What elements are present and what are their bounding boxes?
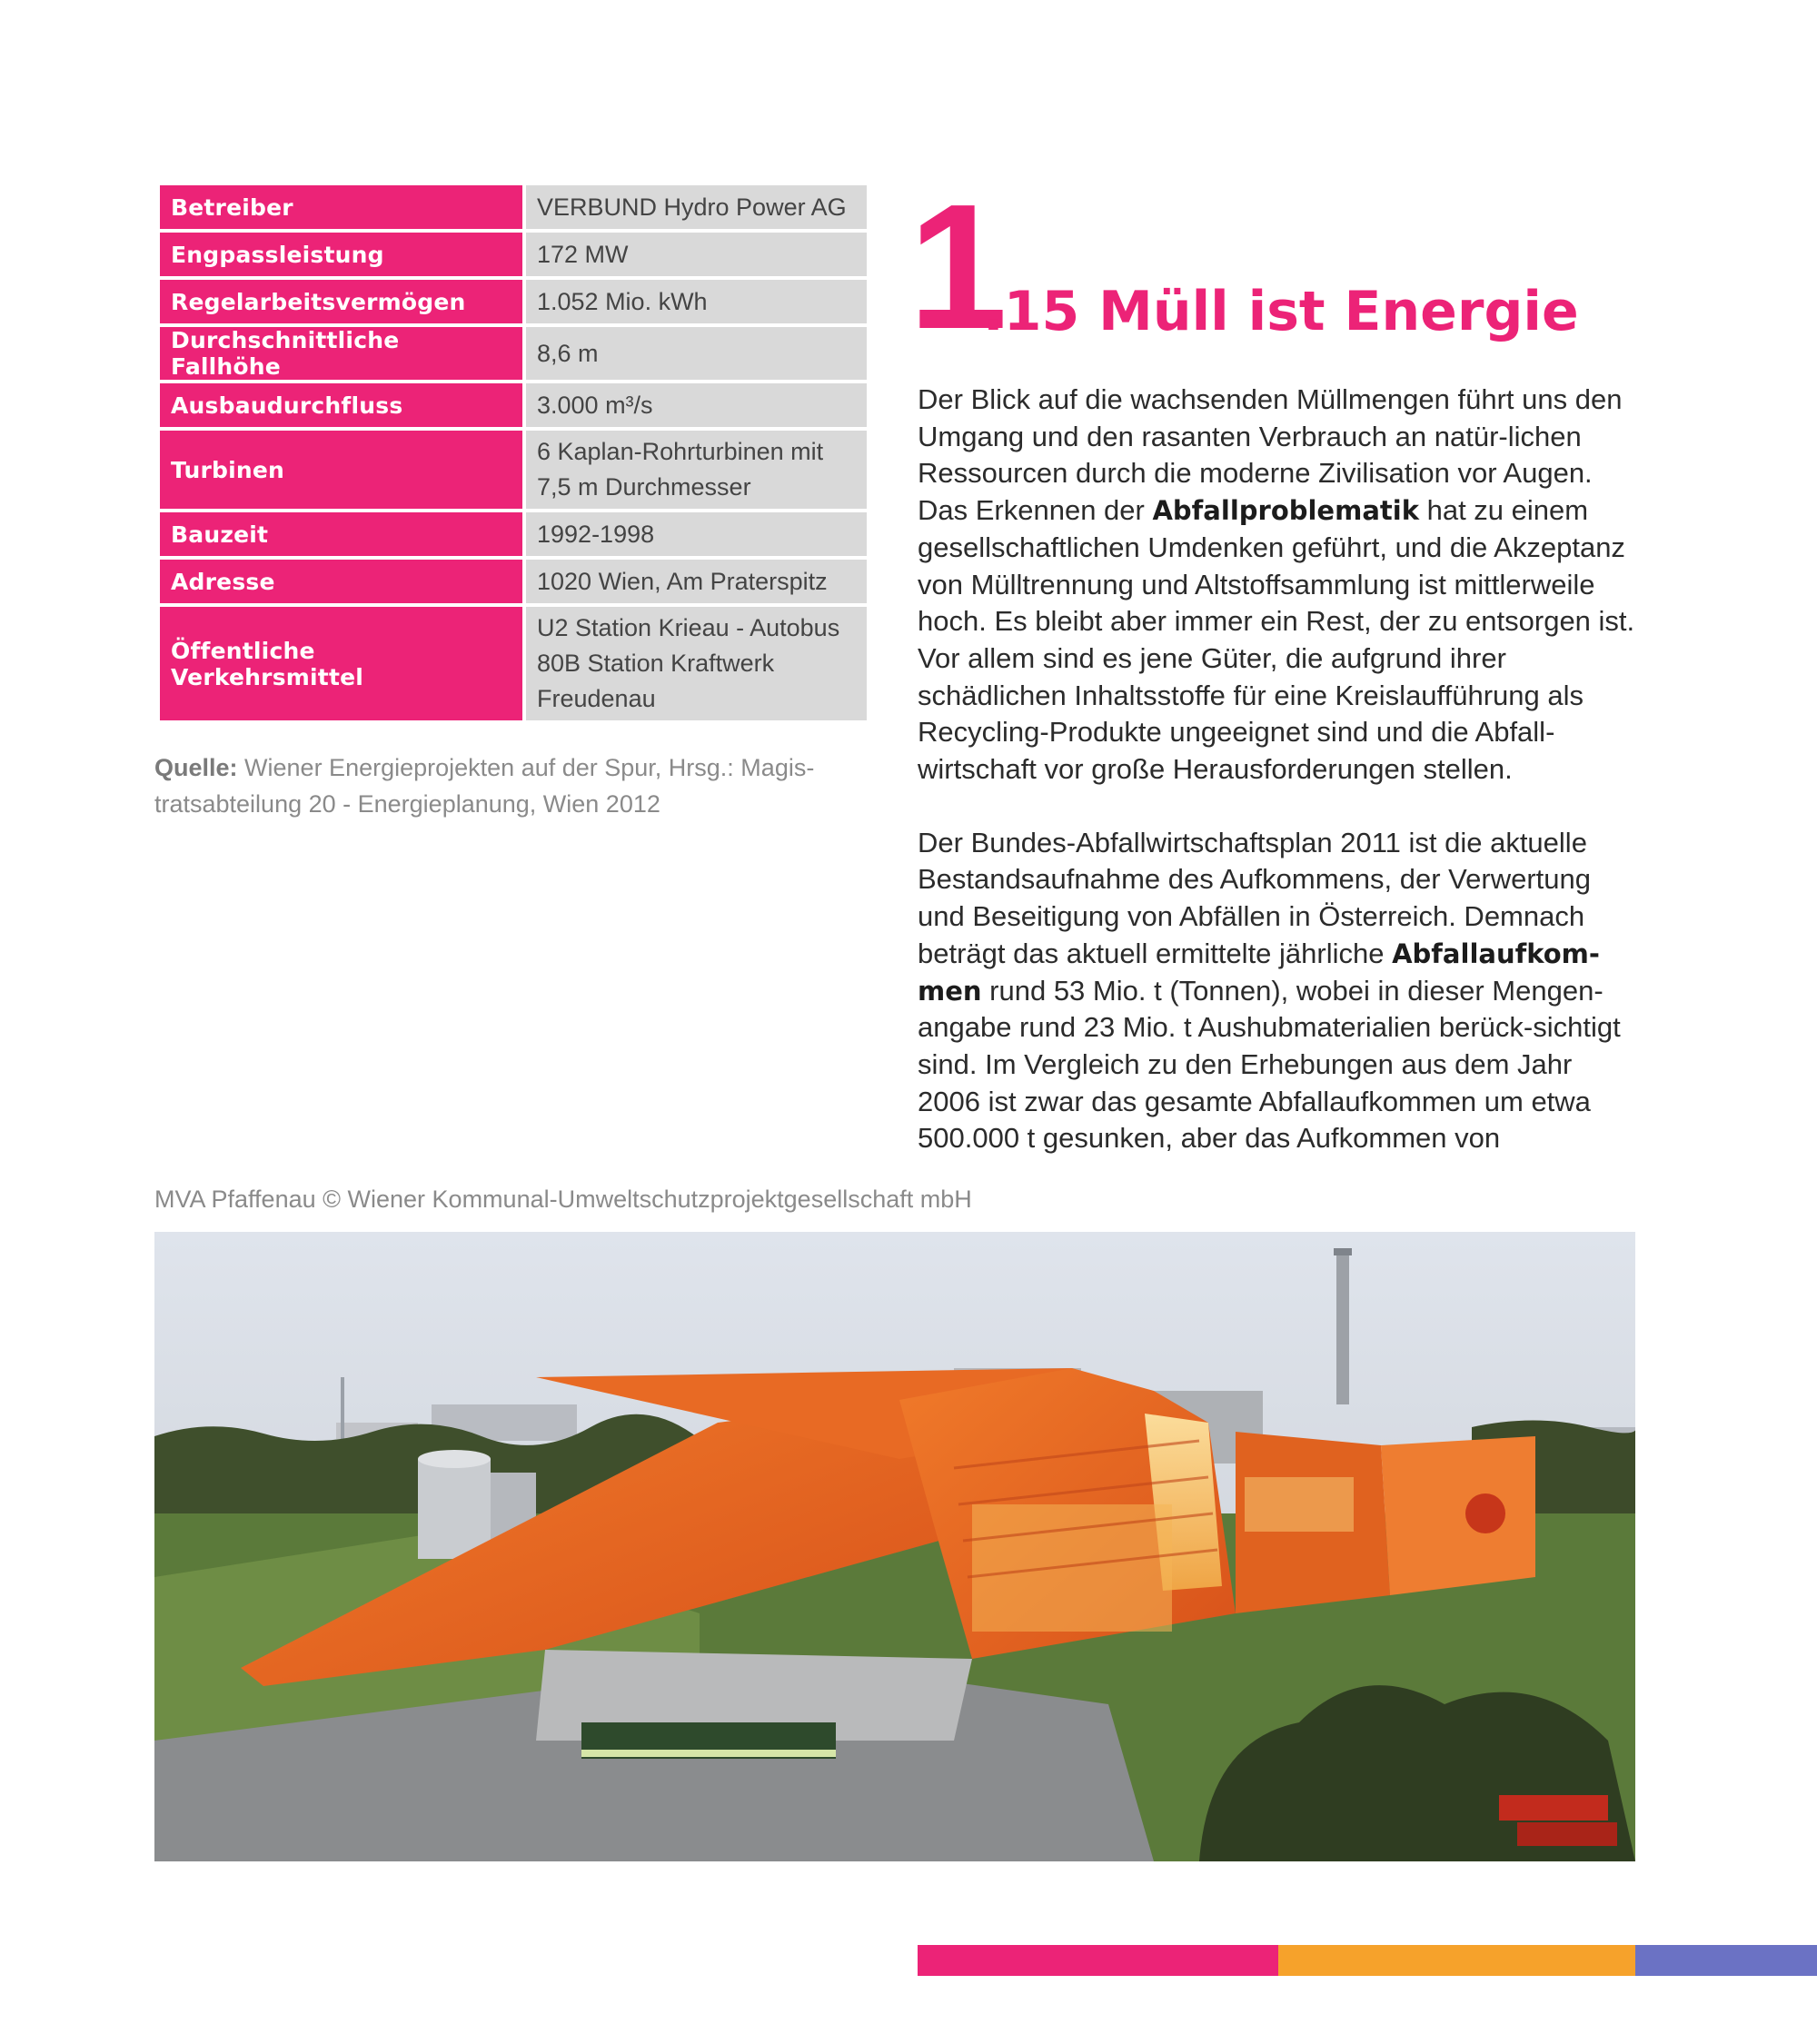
- row-label: Regelarbeitsvermögen: [160, 280, 522, 323]
- table-row: [160, 431, 867, 509]
- row-value: 1020 Wien, Am Praterspitz: [526, 560, 867, 603]
- row-label: Durchschnittliche Fallhöhe: [160, 327, 522, 380]
- row-value: 8,6 m: [526, 327, 867, 380]
- paragraph: Der Blick auf die wachsenden Müllmengen führt uns den Umgang und den rasanten Verbrauch an natür-lichen Ressourcen durch die moderne Zivilisation vor Augen. Das Erkennen der Abfallproblematik hat zu einem gesellschaftlichen Umdenken geführt, und die Akzeptanz von Mülltrennung und Altstoffsammlung ist mittlerweile hoch. Es bleibt aber immer ein Rest, der zu entsorgen ist. Vor allem sind es jene Güter, die aufgrund ihrer schädlichen Inhaltsstoffe für eine Kreislaufführung als Recycling-Produkte ungeeignet sind und die Abfall-wirtschaft vor große Herausforderungen stellen.: [918, 383, 1635, 786]
- table-row: [160, 280, 867, 323]
- row-value-line: Freudenau: [537, 685, 656, 712]
- info-table: [156, 182, 870, 724]
- table-row: [160, 185, 867, 229]
- row-value-line: 6 Kaplan-Rohrturbinen mit: [537, 438, 824, 465]
- row-value: 1992-1998: [526, 512, 867, 556]
- table-row: [160, 512, 867, 556]
- row-value-line: 80B Station Kraftwerk: [537, 650, 775, 677]
- keyword: Abfallaufkom-men: [918, 938, 1600, 1007]
- chapter-number: 1: [908, 167, 1001, 366]
- section-heading: [908, 167, 1599, 366]
- row-label: Öffentliche Verkehrsmittel: [160, 607, 522, 720]
- table-row: [160, 560, 867, 603]
- row-label: Engpassleistung: [160, 233, 522, 276]
- table-row: [160, 383, 867, 427]
- page-title: .15 Müll ist Energie: [983, 280, 1579, 343]
- row-label: Turbinen: [160, 431, 522, 509]
- row-label: Adresse: [160, 560, 522, 603]
- table-row: [160, 233, 867, 276]
- row-value-line: 7,5 m Durchmesser: [537, 473, 751, 501]
- photo-caption: MVA Pfaffenau © Wiener Kommunal-Umweltschutzprojektgesellschaft mbH: [154, 1186, 972, 1213]
- keyword: Abfallproblematik: [1152, 495, 1419, 527]
- source-text-line2: tratsabteilung 20 - Energieplanung, Wien 2012: [154, 790, 660, 818]
- source-text-line1: Wiener Energieprojekten auf der Spur, Hrsg.: Magis-: [237, 754, 815, 781]
- row-label: Betreiber: [160, 185, 522, 229]
- body-text: [918, 382, 1635, 1157]
- row-label: Bauzeit: [160, 512, 522, 556]
- row-value: [526, 607, 867, 720]
- plant-photo-illustration: [154, 1232, 1635, 1861]
- plant-photo: [154, 1232, 1635, 1861]
- row-value: VERBUND Hydro Power AG: [526, 185, 867, 229]
- table-row: [160, 327, 867, 380]
- row-value: [526, 431, 867, 509]
- color-bar-segment-blue: [1635, 1945, 1817, 1976]
- source-label: Quelle:: [154, 754, 238, 781]
- row-value-line: U2 Station Krieau - Autobus: [537, 614, 840, 641]
- row-value: 3.000 m³/s: [526, 383, 867, 427]
- decorative-color-bar: [918, 1945, 1817, 1976]
- color-bar-segment-pink: [918, 1945, 1278, 1976]
- row-label: Ausbaudurchfluss: [160, 383, 522, 427]
- row-value: 1.052 Mio. kWh: [526, 280, 867, 323]
- color-bar-segment-orange: [1278, 1945, 1635, 1976]
- source-note: [154, 749, 863, 822]
- row-value: 172 MW: [526, 233, 867, 276]
- paragraph: Der Bundes-Abfallwirtschaftsplan 2011 ist die aktuelle Bestandsaufnahme des Aufkommens, der Verwertung und Beseitigung von Abfällen in Österreich. Demnach beträgt das aktuell ermittelte jährliche Abfallaufkom-men rund 53 Mio. t (Tonnen), wobei in dieser Mengen-angabe rund 23 Mio. t Aushubmaterialien berück-sichtigt sind. Im Vergleich zu den Erhebungen aus dem Jahr 2006 ist zwar das gesamte Abfallaufkommen um etwa 500.000 t gesunken, aber das Aufkommen von: [918, 826, 1621, 1155]
- table-row: [160, 607, 867, 720]
